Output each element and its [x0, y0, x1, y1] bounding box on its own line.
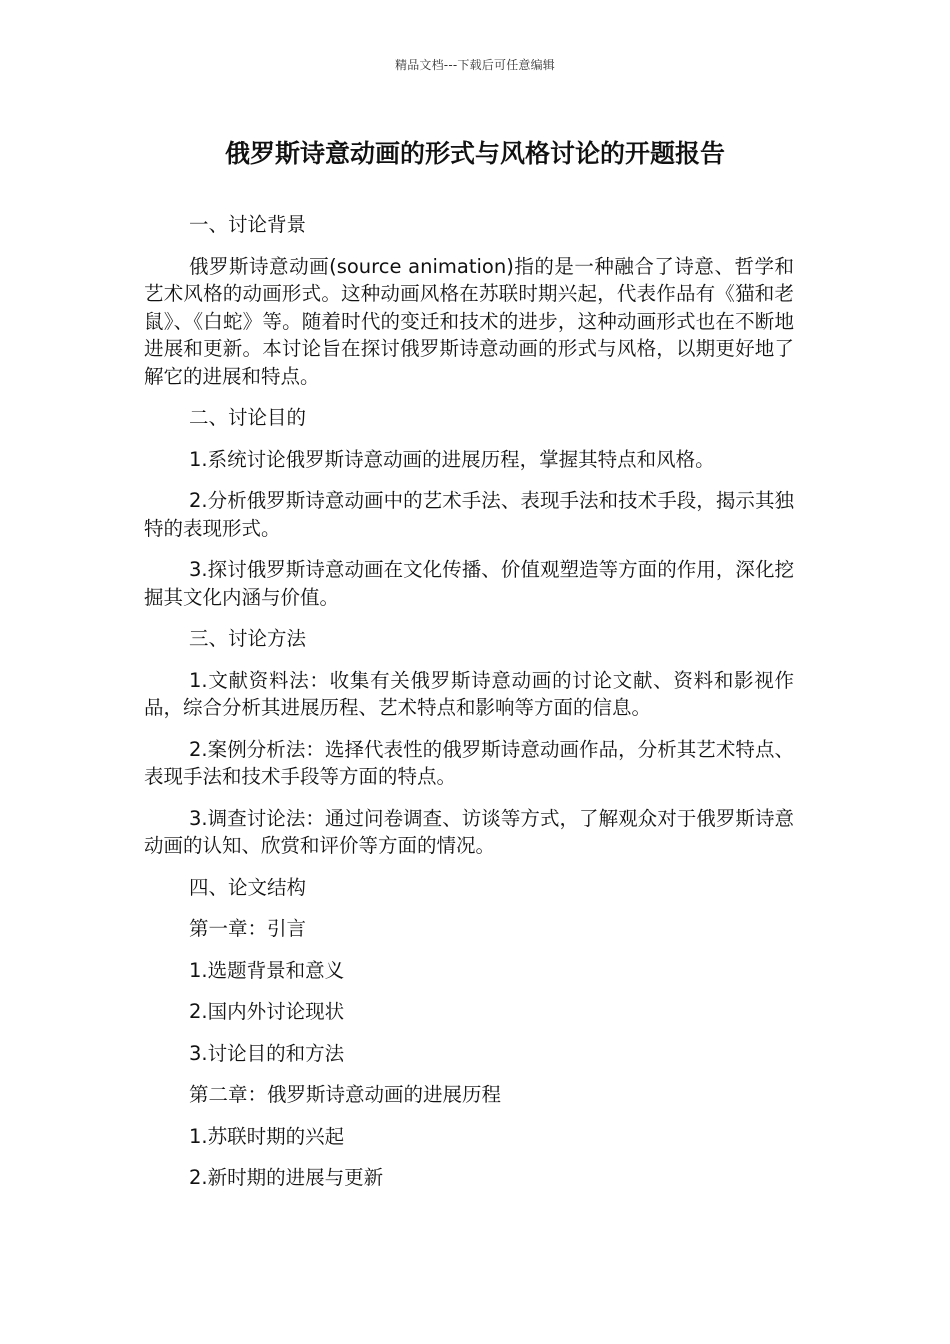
section-heading-structure: 四、论文结构	[189, 875, 307, 899]
method-item-2: 2.案例分析法：选择代表性的俄罗斯诗意动画作品，分析其艺术特点、表现手法和技术手段等方面的特点。	[144, 737, 794, 788]
paragraph-background: 俄罗斯诗意动画(source animation)指的是一种融合了诗意、哲学和艺术风格的动画形式。这种动画风格在苏联时期兴起，代表作品有《猫和老鼠》、《白蛇》等。随着时代的变迁和技术的进步，这种动画形式也在不断地进展和更新。本讨论旨在探讨俄罗斯诗意动画的形式与风格，以期更好地了解它的进展和特点。	[144, 254, 794, 388]
chapter-2-item-2: 2.新时期的进展与更新	[189, 1166, 384, 1189]
chapter-2-item-1: 1.苏联时期的兴起	[189, 1124, 345, 1148]
method-item-3: 3.调查讨论法：通过问卷调查、访谈等方式，了解观众对于俄罗斯诗意动画的认知、欣赏和评价等方面的情况。	[144, 806, 794, 857]
method-item-1: 1.文献资料法：收集有关俄罗斯诗意动画的讨论文献、资料和影视作品，综合分析其进展历程、艺术特点和影响等方面的信息。	[144, 668, 794, 719]
chapter-1-heading: 第一章：引言	[189, 917, 307, 940]
chapter-1-item-1: 1.选题背景和意义	[189, 958, 345, 982]
chapter-1-item-3: 3.讨论目的和方法	[189, 1041, 345, 1065]
section-heading-background: 一、讨论背景	[189, 213, 307, 236]
header-note: 精品文档---下载后可任意编辑	[395, 58, 555, 72]
purpose-item-3: 3.探讨俄罗斯诗意动画在文化传播、价值观塑造等方面的作用，深化挖掘其文化内涵与价值。	[144, 558, 794, 609]
chapter-1-item-2: 2.国内外讨论现状	[189, 1000, 345, 1023]
purpose-item-1: 1.系统讨论俄罗斯诗意动画的进展历程，掌握其特点和风格。	[189, 447, 715, 471]
purpose-item-2: 2.分析俄罗斯诗意动画中的艺术手法、表现手法和技术手段，揭示其独特的表现形式。	[144, 489, 794, 540]
document-title: 俄罗斯诗意动画的形式与风格讨论的开题报告	[224, 139, 725, 168]
chapter-2-heading: 第二章：俄罗斯诗意动画的进展历程	[189, 1083, 502, 1106]
section-heading-purpose: 二、讨论目的	[189, 406, 307, 429]
section-heading-methods: 三、讨论方法	[189, 627, 307, 650]
document-body	[144, 211, 794, 1206]
